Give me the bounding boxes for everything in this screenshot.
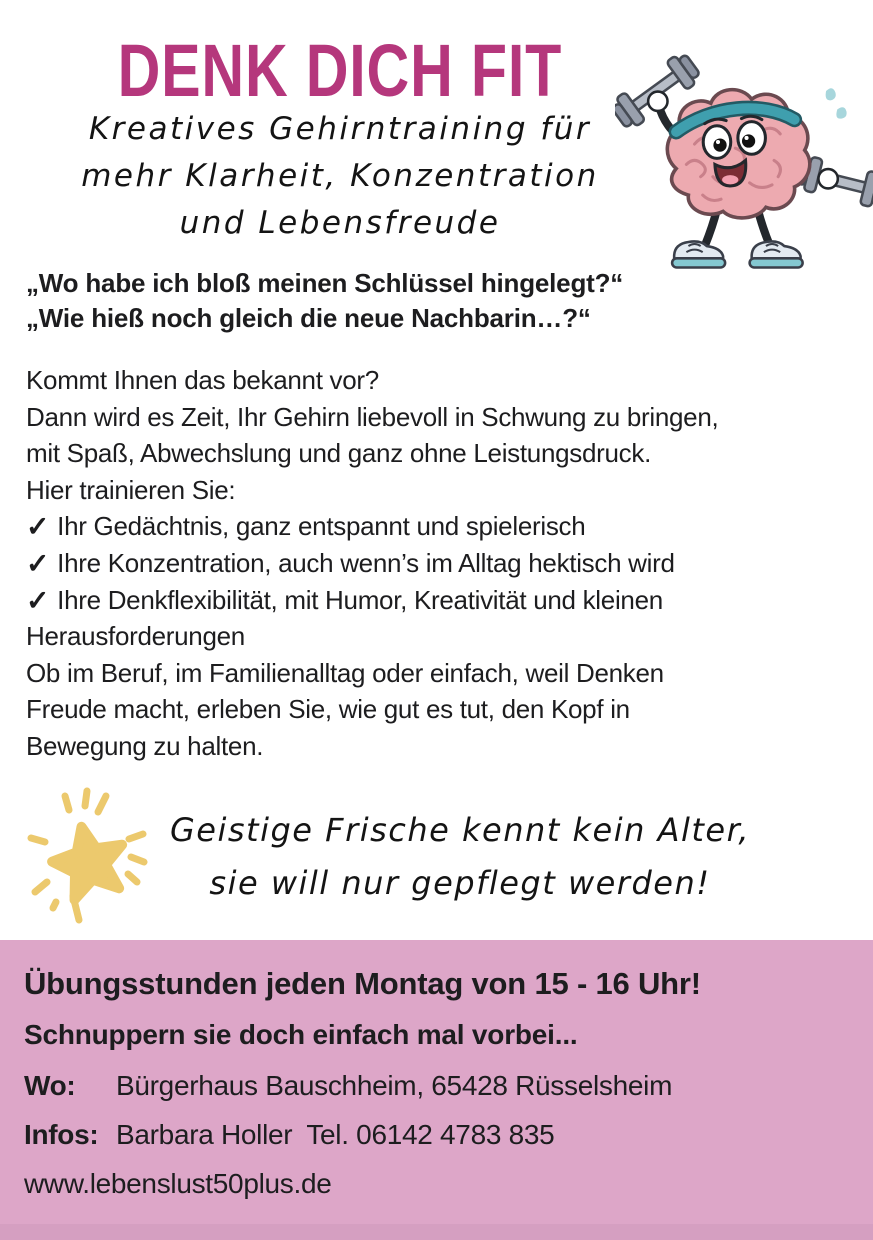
page-title: DENK DICH FIT xyxy=(117,29,563,112)
sneaker-icon xyxy=(672,241,725,267)
sweat-drop-icon xyxy=(836,107,846,118)
subtitle-line: Kreatives Gehirntraining für xyxy=(88,111,592,147)
body-text xyxy=(26,362,848,765)
sneaker-icon xyxy=(750,241,803,267)
page-subtitle xyxy=(10,106,670,247)
checklist-item-continuation: Herausforderungen xyxy=(26,621,245,652)
checklist-item-label: Ihre Konzentration, auch wenn’s im Alltag hektisch wird xyxy=(57,547,675,578)
brain-mascot-illustration xyxy=(615,46,873,286)
memory-quotes xyxy=(26,266,856,336)
checklist-item-label: Ihre Denkflexibilität, mit Humor, Kreativität und kleinen xyxy=(57,584,663,615)
invite-subline: Schnuppern sie doch einfach mal vorbei... xyxy=(24,1019,578,1050)
intro-line: Kommt Ihnen das bekannt vor? xyxy=(26,365,379,395)
checklist-item xyxy=(26,582,848,619)
star-shape xyxy=(46,819,131,902)
location-label: Wo: xyxy=(24,1070,76,1101)
location-value: Bürgerhaus Bauschheim, 65428 Rüsselsheim xyxy=(116,1070,673,1101)
contact-phone: Tel. 06142 4783 835 xyxy=(306,1119,555,1150)
sweat-drop-icon xyxy=(826,88,836,100)
contact-label: Infos: xyxy=(24,1119,99,1150)
location-line xyxy=(24,1070,849,1102)
quote-line: „Wo habe ich bloß meinen Schlüssel hingelegt?“ xyxy=(26,268,624,298)
footer-info-box xyxy=(0,940,873,1240)
schedule-headline: Übungsstunden jeden Montag von 15 - 16 Uhr! xyxy=(24,966,701,1001)
outro-line: Freude macht, erleben Sie, wie gut es tut, den Kopf in xyxy=(26,694,630,725)
checklist-item xyxy=(26,545,848,582)
header xyxy=(10,29,670,112)
contact-name: Barbara Holler xyxy=(116,1119,293,1150)
motto xyxy=(150,804,770,910)
checkmark-icon: ✓ xyxy=(26,511,50,543)
glove-icon xyxy=(648,92,667,111)
outro-line: Ob im Beruf, im Familienalltag oder einfach, weil Denken xyxy=(26,657,664,688)
website-line: www.lebenslust50plus.de xyxy=(24,1168,332,1199)
checklist-item-label: Ihr Gedächtnis, ganz entspannt und spielerisch xyxy=(57,511,586,542)
checkmark-icon: ✓ xyxy=(26,584,50,616)
footer-bottom-edge xyxy=(0,1224,873,1240)
sparkle-star-icon xyxy=(25,786,163,928)
quote-line: „Wie hieß noch gleich die neue Nachbarin…?“ xyxy=(26,303,591,333)
intro-line: Hier trainieren Sie: xyxy=(26,474,236,505)
contact-line xyxy=(24,1119,849,1151)
glove-icon xyxy=(818,169,837,188)
subtitle-line: mehr Klarheit, Konzentration xyxy=(81,158,599,194)
checkmark-icon: ✓ xyxy=(26,547,50,579)
motto-line: sie will nur gepflegt werden! xyxy=(209,864,711,902)
intro-line: Dann wird es Zeit, Ihr Gehirn liebevoll in Schwung zu bringen, xyxy=(26,401,719,432)
motto-line: Geistige Frische kennt kein Alter, xyxy=(170,811,750,849)
subtitle-line: und Lebensfreude xyxy=(179,205,501,241)
intro-line: mit Spaß, Abwechslung und ganz ohne Leistungsdruck. xyxy=(26,438,651,469)
outro-line: Bewegung zu halten. xyxy=(26,730,264,761)
checklist-item xyxy=(26,508,848,545)
